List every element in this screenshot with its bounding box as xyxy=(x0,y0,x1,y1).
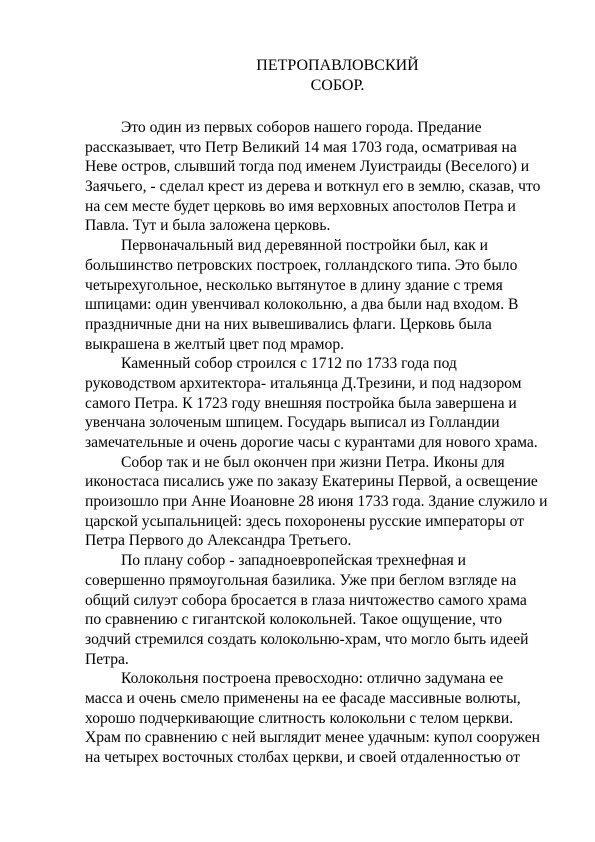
text-line: самого Петра. К 1723 году внешняя постройка была завершена и xyxy=(85,394,517,412)
text-line: на сем месте будет церковь во имя верховных апостолов Петра и xyxy=(85,197,516,215)
document-title xyxy=(200,56,475,96)
text-line: на четырех восточных столбах церкви, и своей отдаленностью от xyxy=(85,749,520,766)
text-line: праздничные дни на них вывешивались флаги. Церковь была xyxy=(85,315,492,333)
text-line: По плану собор - западноевропейская трехнефная и xyxy=(121,552,466,570)
text-line: Первоначальный вид деревянной постройки был, как и xyxy=(121,237,488,255)
document-body xyxy=(85,118,548,768)
text-line: произошло при Анне Иоановне 28 июня 1733 года. Здание служило и xyxy=(85,493,548,511)
text-line: четырехугольное, несколько вытянутое в длину здание с тремя xyxy=(85,276,503,294)
text-line: Заячьего, - сделал крест из дерева и воткнул его в землю, сказав, что xyxy=(85,178,541,196)
text-line: большинство петровских построек, голландского типа. Это было xyxy=(85,256,518,274)
title-line-1: ПЕТРОПАВЛОВСКИЙ xyxy=(256,57,419,74)
text-line: шпицами: один увенчивал колокольню, а два были над входом. В xyxy=(85,296,519,314)
text-line: рассказывает, что Петр Великий 14 мая 1703 года, осматривая на xyxy=(85,138,517,156)
text-line: Павла. Тут и была заложена церковь. xyxy=(85,217,331,235)
text-line: замечательные и очень дорогие часы с курантами для нового храма. xyxy=(85,434,538,451)
text-line: Колокольня построена превосходно: отлично задумана ее xyxy=(121,670,504,688)
title-line-2: СОБОР. xyxy=(310,77,365,94)
text-line: масса и очень смело применены на ее фасаде массивные волюты, xyxy=(85,689,521,707)
text-line: хорошо подчеркивающие слитность колокольни с телом церкви. xyxy=(85,709,514,727)
text-line: Неве остров, слывший тогда под именем Луистраиды (Веселого) и xyxy=(85,158,530,176)
text-line: руководством архитектора- итальянца Д.Трезини, и под надзором xyxy=(85,374,522,392)
text-line: совершенно прямоугольная базилика. Уже при беглом взгляде на xyxy=(85,571,517,589)
text-line: Это один из первых соборов нашего города. Предание xyxy=(121,119,482,136)
text-line: общий силуэт собора бросается в глаза ничтожество самого храма xyxy=(85,591,527,609)
text-line: Петра. xyxy=(85,650,129,668)
text-line: Каменный собор строился с 1712 по 1733 года под xyxy=(121,355,457,373)
text-line: по сравнению с гигантской колокольней. Такое ощущение, что xyxy=(85,611,502,629)
text-line: зодчий стремился создать колокольню-храм, что могло быть идеей xyxy=(85,630,529,648)
text-line: Петра Первого до Александра Третьего. xyxy=(85,532,352,550)
text-line: иконостаса писались уже по заказу Екатерины Первой, а освещение xyxy=(85,473,538,491)
text-line: царской усыпальницей: здесь похоронены русские императоры от xyxy=(85,512,524,530)
text-line: выкрашена в желтый цвет под мрамор. xyxy=(85,335,345,353)
text-line: увенчана золоченым шпицем. Государь выписал из Голландии xyxy=(85,414,500,432)
text-line: Собор так и не был окончен при жизни Петра. Иконы для xyxy=(121,453,505,471)
text-line: Храм по сравнению с ней выглядит менее удачным: купол сооружен xyxy=(85,729,540,747)
